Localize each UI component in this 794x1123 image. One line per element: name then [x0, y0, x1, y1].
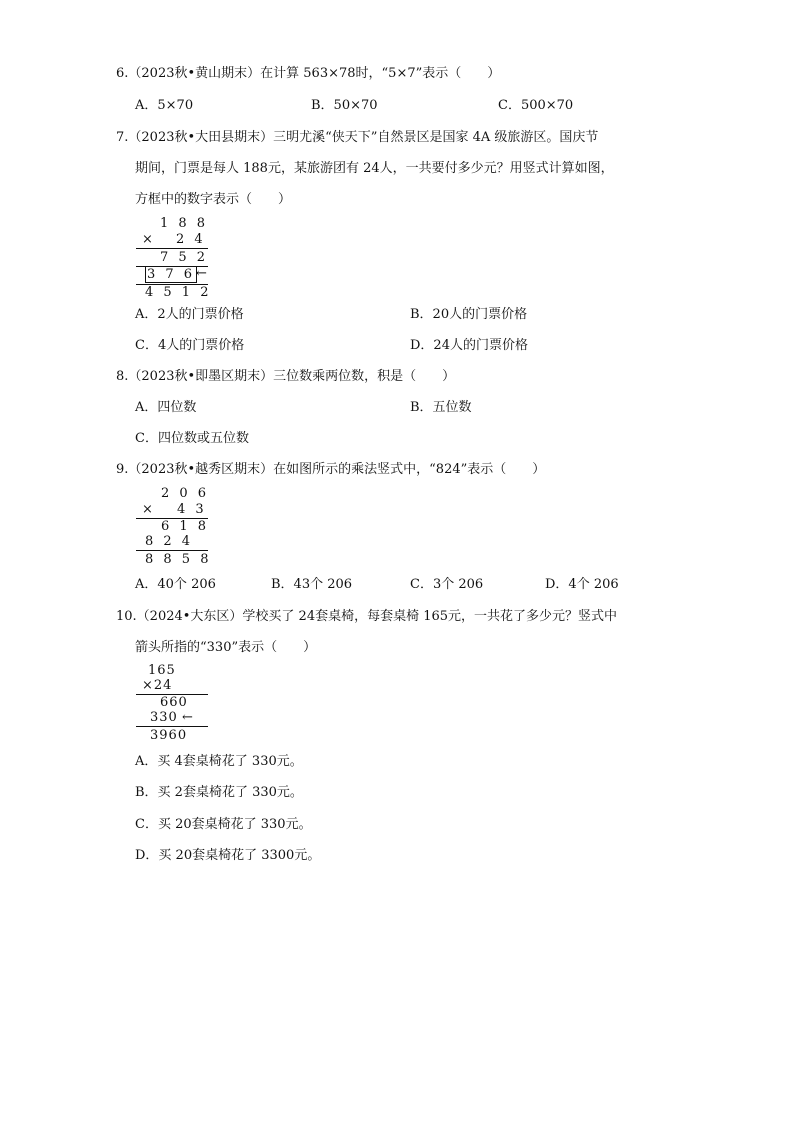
q7-option-c[interactable]: C．4人的门票价格	[135, 338, 245, 353]
q7-stem-line-2: 期间，门票是每人 188元，某旅游团有 24人，一共要付多少元？用竖式计算如图，	[135, 161, 614, 176]
q9-partial-2: 8 2 4	[145, 534, 194, 549]
q7-stem-line-1: 7.（2023秋•大田县期末）三明尤溪“侠天下”自然景区是国家 4A 级旅游区。国庆节	[116, 130, 599, 145]
q10-rule-2	[136, 726, 208, 727]
q7-option-d[interactable]: D．24人的门票价格	[410, 338, 528, 353]
q9-product: 8 8 5 8	[145, 552, 212, 567]
q6-stem: 6.（2023秋•黄山期末）在计算 563×78时，“5×7”表示（ ）	[116, 66, 501, 81]
q10-product: 3960	[150, 728, 188, 743]
q8-stem: 8.（2023秋•即墨区期末）三位数乘两位数，积是（ ）	[116, 369, 456, 384]
q8-option-a[interactable]: A．四位数	[135, 400, 197, 415]
q9-option-c[interactable]: C．3个 206	[410, 577, 484, 592]
q10-partial-1: 660	[160, 695, 188, 710]
q10-option-a[interactable]: A．买 4套桌椅花了 330元。	[135, 754, 303, 769]
q10-arrow-icon: ←	[182, 710, 193, 725]
q6-option-c[interactable]: C．500×70	[498, 98, 574, 113]
q10-multiplier: ×24	[142, 678, 173, 693]
q9-multiplier: 4 3	[177, 502, 207, 517]
q7-product: 4 5 1 2	[145, 285, 212, 300]
q10-stem-line-2: 箭头所指的“330”表示（ ）	[135, 640, 317, 655]
q7-partial-1: 7 5 2	[160, 250, 209, 265]
q7-boxed-partial-2: 3 7 6	[147, 267, 196, 282]
q9-vertical-multiplication	[136, 486, 216, 570]
q7-multiplicand: 1 8 8	[160, 216, 209, 231]
q9-stem: 9.（2023秋•越秀区期末）在如图所示的乘法竖式中，“824”表示（ ）	[116, 462, 546, 477]
q8-option-c[interactable]: C．四位数或五位数	[135, 431, 249, 446]
q10-partial-2: 330	[150, 710, 178, 725]
q7-option-b[interactable]: B．20人的门票价格	[410, 307, 528, 322]
q7-rule-1	[136, 248, 208, 249]
q7-vertical-multiplication	[136, 216, 216, 300]
q8-option-b[interactable]: B．五位数	[410, 400, 472, 415]
q10-vertical-multiplication	[136, 663, 216, 747]
q10-option-c[interactable]: C．买 20套桌椅花了 330元。	[135, 817, 312, 832]
q7-partial-2-wrap	[145, 267, 197, 282]
q6-option-b[interactable]: B．50×70	[311, 98, 378, 113]
q10-stem-line-1: 10.（2024•大东区）学校买了 24套桌椅，每套桌椅 165元，一共花了多少元？竖式中	[116, 609, 618, 624]
q9-option-d[interactable]: D．4个 206	[545, 577, 619, 592]
q10-multiplicand: 165	[148, 663, 176, 678]
q10-option-b[interactable]: B．买 2套桌椅花了 330元。	[135, 785, 303, 800]
q9-partial-1: 6 1 8	[161, 519, 210, 534]
q9-times-sign: ×	[142, 502, 156, 517]
q6-option-a[interactable]: A．5×70	[135, 98, 194, 113]
q9-option-b[interactable]: B．43个 206	[271, 577, 353, 592]
q7-arrow-icon: ←	[196, 266, 207, 281]
q10-option-d[interactable]: D．买 20套桌椅花了 3300元。	[135, 848, 321, 863]
q7-option-a[interactable]: A．2人的门票价格	[135, 307, 244, 322]
q9-rule-2	[136, 550, 208, 551]
q7-multiplier: 2 4	[176, 232, 206, 247]
q9-multiplicand: 2 0 6	[161, 486, 210, 501]
q9-option-a[interactable]: A．40个 206	[135, 577, 216, 592]
q7-stem-line-3: 方框中的数字表示（ ）	[135, 192, 292, 207]
q7-times-sign: ×	[142, 232, 156, 247]
